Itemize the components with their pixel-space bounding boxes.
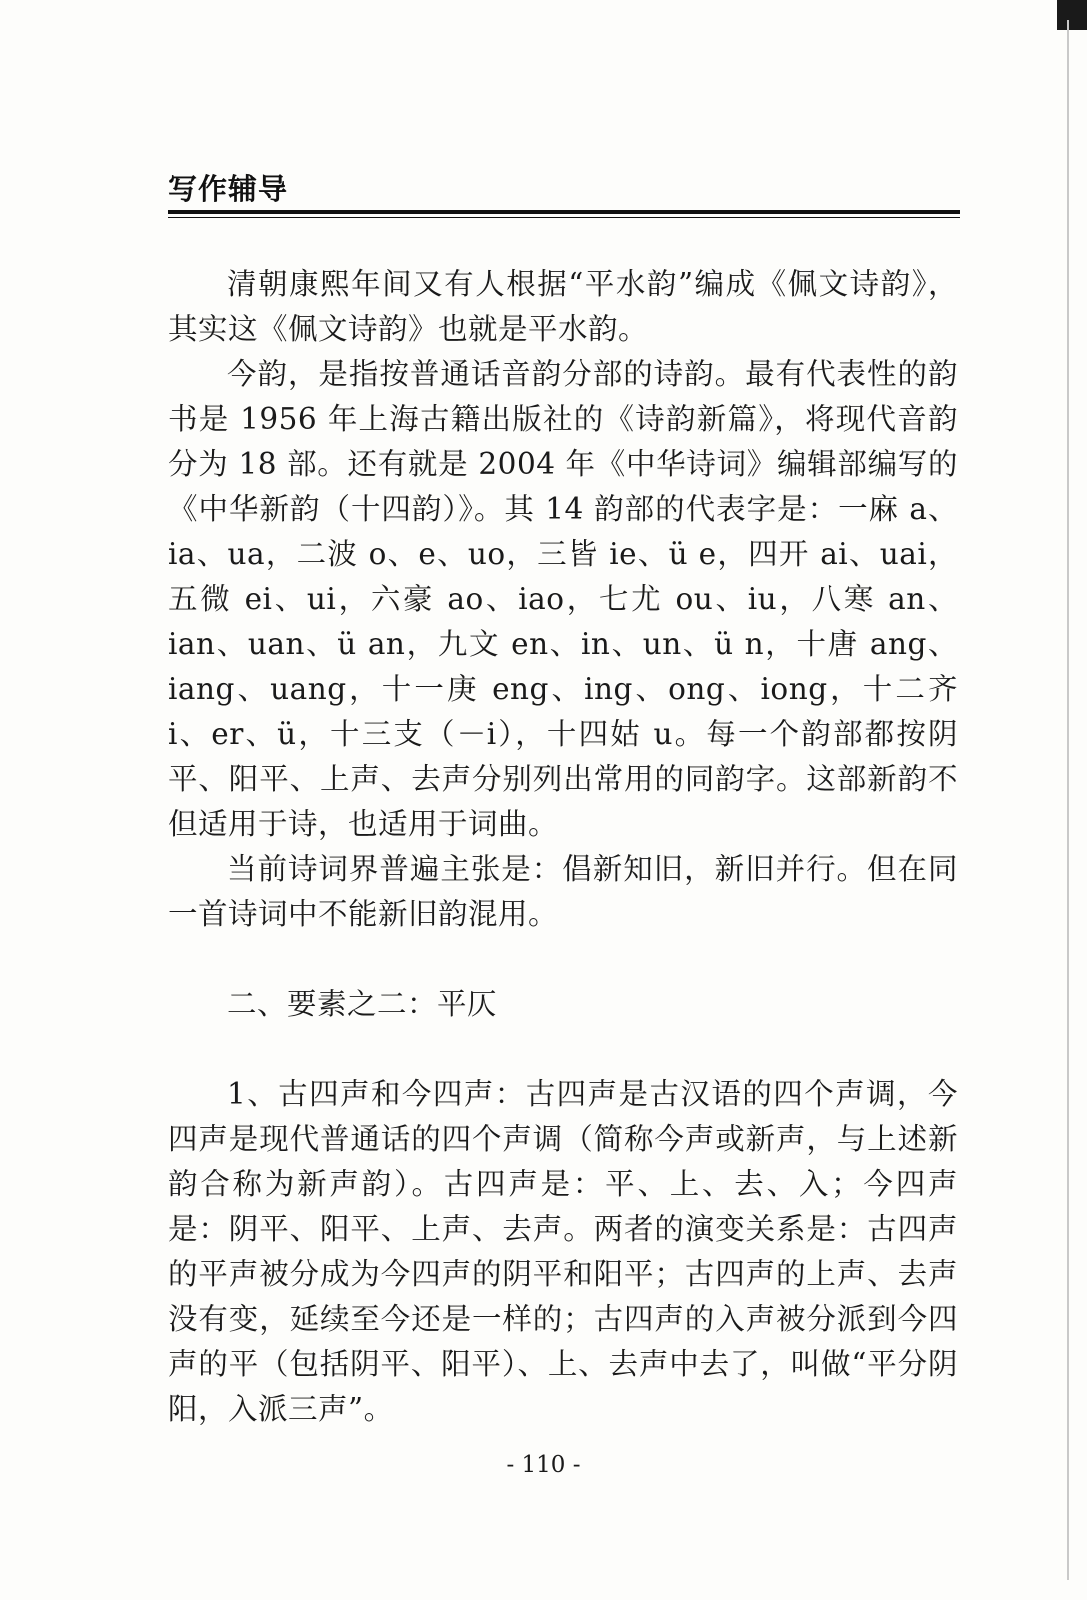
paragraph: 清朝康熙年间又有人根据“平水韵”编成《佩文诗韵》，其实这《佩文诗韵》也就是平水韵。: [168, 267, 958, 346]
page-header: [168, 172, 960, 218]
paragraph: 当前诗词界普遍主张是：倡新知旧，新旧并行。但在同一首诗词中不能新旧韵混用。: [168, 852, 958, 931]
header-rule-thin: [168, 217, 960, 218]
scan-corner-mark: [1057, 0, 1087, 30]
paragraph: 1、古四声和今四声：古四声是古汉语的四个声调，今四声是现代普通话的四个声调（简称今声或新声，与上述新韵合称为新声韵）。古四声是：平、上、去、入；今四声是：阴平、阳平、上声、去声。两者的演变关系是：古四声的平声被分成为今四声的阴平和阳平；古四声的上声、去声没有变，延续至今还是一样的；古四声的入声被分派到今四声的平（包括阴平、阳平）、上、去声中去了，叫做“平分阴阳，入派三声”。: [168, 1077, 958, 1426]
header-title: 写作辅导: [168, 172, 289, 206]
scan-edge-line: [1067, 20, 1069, 1580]
body-text: [168, 262, 958, 1432]
header-rule-thick: [168, 210, 960, 214]
paragraph: 今韵，是指按普通话音韵分部的诗韵。最有代表性的韵书是 1956 年上海古籍出版社的《诗韵新篇》，将现代音韵分为 18 部。还有就是 2004 年《中华诗词》编辑部编写的《中华新韵（十四韵）》。其 14 韵部的代表字是：一麻 a、ia、ua，二波 o、e、uo，三皆 ie、ü e，四开 ai、uai，五微 ei、ui，六豪 ao、iao，七尤 ou、iu，八寒 an、ian、uan、ü an，九文 en、in、un、ü n，十唐 ang、iang、uang，十一庚 eng、ing、ong、iong，十二齐 i、er、ü，十三支（－i），十四姑 u。每一个韵部都按阴平、阳平、上声、去声分别列出常用的同韵字。这部新韵不但适用于诗，也适用于词曲。: [168, 357, 959, 841]
page-number: - 110 -: [506, 1452, 581, 1478]
section-heading: 二、要素之二：平仄: [227, 987, 498, 1021]
